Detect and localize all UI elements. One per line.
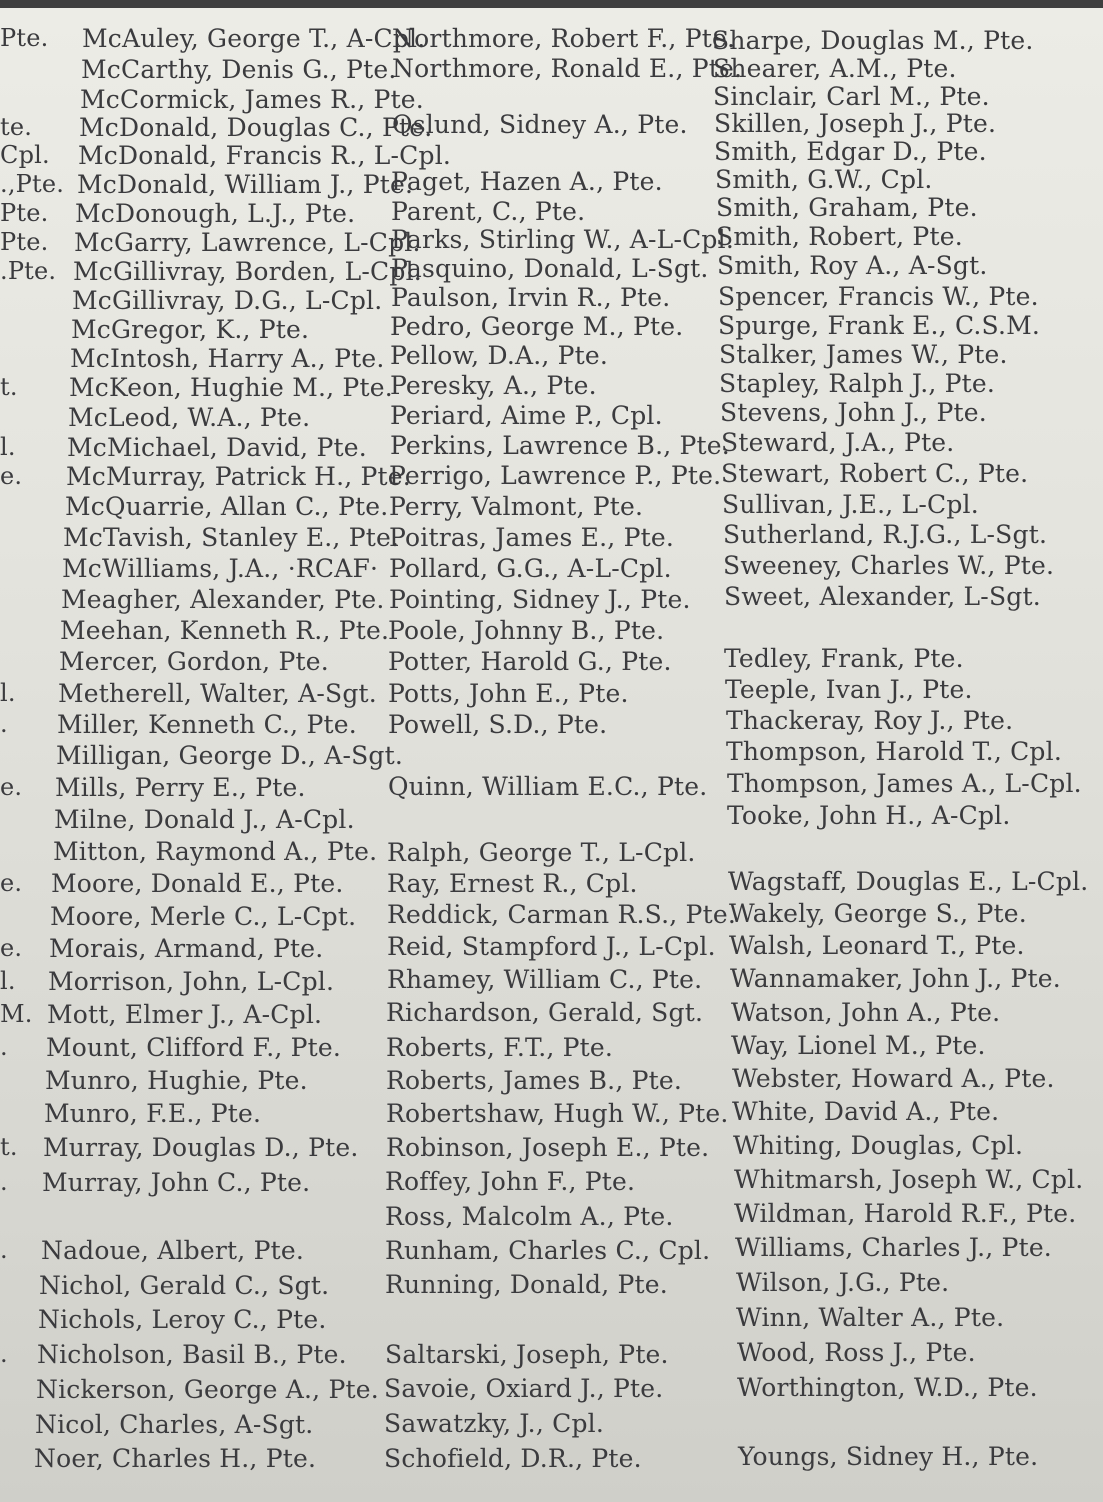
roll-entry: Paget, Hazen A., Pte. [391,167,663,196]
cropped-rank-fragment: l. [0,679,16,707]
cropped-rank-fragment: e. [0,773,23,801]
roll-entry: Teeple, Ivan J., Pte. [725,675,973,704]
roll-entry: Worthington, W.D., Pte. [737,1373,1038,1402]
roll-entry: Poole, Johnny B., Pte. [388,616,665,645]
roll-entry: Watson, John A., Pte. [731,998,1001,1027]
roll-entry: Moore, Donald E., Pte. [51,869,344,898]
roll-entry: Thompson, James A., L-Cpl. [727,769,1082,798]
roll-entry: McCormick, James R., Pte. [80,85,424,114]
roll-entry: McIntosh, Harry A., Pte. [70,344,385,373]
roll-entry: Perry, Valmont, Pte. [389,492,644,521]
roll-entry: Pointing, Sidney J., Pte. [389,585,691,614]
roll-entry: Youngs, Sidney H., Pte. [738,1442,1039,1471]
roll-entry: Schofield, D.R., Pte. [384,1444,642,1473]
roll-entry: Wilson, J.G., Pte. [736,1268,950,1297]
roll-entry: Ray, Ernest R., Cpl. [387,869,638,898]
roll-entry: Reid, Stampford J., L-Cpl. [387,932,716,961]
roll-entry: Skillen, Joseph J., Pte. [714,109,997,138]
cropped-rank-fragment: l. [0,967,16,995]
roll-entry: Richardson, Gerald, Sgt. [386,998,704,1027]
cropped-rank-fragment: t. [0,1133,18,1161]
roll-entry: Saltarski, Joseph, Pte. [385,1340,669,1369]
roll-entry: Spurge, Frank E., C.S.M. [718,311,1041,340]
roll-entry: Robertshaw, Hugh W., Pte. [386,1099,729,1128]
roll-entry: Wannamaker, John J., Pte. [730,964,1061,993]
roll-entry: Rhamey, William C., Pte. [387,965,703,994]
cropped-rank-fragment: . [0,1340,8,1368]
roll-entry: Pasquino, Donald, L-Sgt. [391,254,709,283]
roll-entry: McLeod, W.A., Pte. [68,403,311,432]
roll-entry: Stalker, James W., Pte. [719,340,1008,369]
roll-entry: Williams, Charles J., Pte. [735,1233,1052,1262]
roll-entry: McDonald, William J., Pte. [77,170,414,199]
roll-entry: Nichols, Leroy C., Pte. [38,1305,327,1334]
cropped-rank-fragment: e. [0,462,23,490]
roll-entry: Thackeray, Roy J., Pte. [726,706,1014,735]
roll-entry: McGregor, K., Pte. [71,315,310,344]
roll-entry: Morrison, John, L-Cpl. [48,967,335,996]
cropped-rank-fragment: e. [0,934,23,962]
cropped-rank-fragment: .Pte. [0,257,57,285]
roll-entry: McDonald, Francis R., L-Cpl. [78,141,452,170]
roll-entry: Whiting, Douglas, Cpl. [733,1131,1024,1160]
roll-entry: White, David A., Pte. [732,1097,1000,1126]
roll-entry: Sawatzky, J., Cpl. [384,1409,604,1438]
roll-entry: Perkins, Lawrence B., Pte. [390,431,730,460]
roll-entry: Roberts, James B., Pte. [386,1066,683,1095]
cropped-rank-fragment: Cpl. [0,141,50,169]
roll-entry: McCarthy, Denis G., Pte. [81,55,397,84]
roll-entry: Noer, Charles H., Pte. [34,1444,317,1473]
cropped-rank-fragment: Pte. [0,228,49,256]
roll-entry: Runham, Charles C., Cpl. [385,1236,711,1265]
roll-entry: McDonald, Douglas C., Pte. [79,113,433,142]
roll-entry: Nickerson, George A., Pte. [36,1375,379,1404]
roll-entry: Running, Donald, Pte. [385,1270,668,1299]
roll-entry: Quinn, William E.C., Pte. [388,772,708,801]
cropped-rank-fragment: t. [0,373,18,401]
roll-entry: McQuarrie, Allan C., Pte. [65,492,389,521]
roll-entry: Milligan, George D., A-Sgt. [56,741,404,770]
roll-entry: Walsh, Leonard T., Pte. [729,931,1025,960]
roll-entry: Webster, Howard A., Pte. [732,1064,1055,1093]
cropped-rank-fragment: M. [0,1000,33,1028]
roll-entry: Savoie, Oxiard J., Pte. [384,1374,664,1403]
roll-entry: Metherell, Walter, A-Sgt. [58,679,377,708]
roll-entry: McMurray, Patrick H., Pte. [66,462,411,491]
roll-entry: Way, Lionel M., Pte. [731,1031,986,1060]
roll-entry: Morais, Armand, Pte. [49,934,324,963]
roll-entry: Parks, Stirling W., A-L-Cpl. [391,225,734,254]
roll-entry: Powell, S.D., Pte. [388,710,608,739]
roll-entry: Peresky, A., Pte. [390,371,597,400]
roll-entry: Pollard, G.G., A-L-Cpl. [389,554,672,583]
roll-entry: Wildman, Harold R.F., Pte. [734,1199,1077,1228]
roll-entry: Ralph, George T., L-Cpl. [387,838,696,867]
roll-entry: Pellow, D.A., Pte. [390,341,609,370]
roll-entry: Thompson, Harold T., Cpl. [726,737,1062,766]
roll-entry: Perrigo, Lawrence P., Pte. [389,461,722,490]
roll-entry: Munro, F.E., Pte. [44,1099,262,1128]
roll-entry: Spencer, Francis W., Pte. [718,282,1039,311]
roll-entry: Steward, J.A., Pte. [721,428,955,457]
roll-entry: Mercer, Gordon, Pte. [59,647,329,676]
roll-entry: Smith, G.W., Cpl. [715,165,933,194]
roll-entry: Stevens, John J., Pte. [720,398,987,427]
roll-entry: Mills, Perry E., Pte. [55,773,306,802]
roll-entry: Smith, Edgar D., Pte. [714,137,987,166]
roll-entry: Smith, Roy A., A-Sgt. [717,251,988,280]
roll-entry: Stapley, Ralph J., Pte. [719,369,996,398]
roll-entry: Whitmarsh, Joseph W., Cpl. [734,1165,1084,1194]
cropped-rank-fragment: . [0,710,8,738]
roll-entry: McWilliams, J.A., ·RCAF· [62,554,379,583]
roll-entry: Roffey, John F., Pte. [385,1167,636,1196]
roll-entry: Nicholson, Basil B., Pte. [37,1340,347,1369]
roll-entry: Smith, Graham, Pte. [716,193,978,222]
roll-entry: Reddick, Carman R.S., Pte. [387,900,736,929]
roll-entry: Wagstaff, Douglas E., L-Cpl. [728,867,1089,896]
roll-entry: Mount, Clifford F., Pte. [46,1033,342,1062]
roll-entry: Robinson, Joseph E., Pte. [386,1133,710,1162]
roll-entry: Paulson, Irvin R., Pte. [391,283,671,312]
top-heading-fragment [0,0,1103,8]
roll-entry: Meagher, Alexander, Pte. [61,585,385,614]
roll-entry: Tooke, John H., A-Cpl. [727,801,1011,830]
roll-entry: Northmore, Ronald E., Pte. [392,54,743,83]
roll-entry: Winn, Walter A., Pte. [736,1303,1005,1332]
roll-entry: Wood, Ross J., Pte. [737,1338,976,1367]
roll-entry: Smith, Robert, Pte. [716,222,963,251]
cropped-rank-fragment: e. [0,869,23,897]
roll-entry: Moore, Merle C., L-Cpt. [50,902,357,931]
roll-entry: McTavish, Stanley E., Pte. [63,523,400,552]
cropped-rank-fragment: Pte. [0,24,49,52]
roll-entry: Sweeney, Charles W., Pte. [723,551,1055,580]
roll-entry: Pedro, George M., Pte. [390,312,684,341]
roll-entry: McGillivray, D.G., L-Cpl. [72,286,383,315]
cropped-rank-fragment: . [0,1168,8,1196]
cropped-rank-fragment: te. [0,113,33,141]
cropped-rank-fragment: Pte. [0,199,49,227]
roll-entry: Wakely, George S., Pte. [729,899,1027,928]
cropped-rank-fragment: . [0,1033,8,1061]
roll-entry: Milne, Donald J., A-Cpl. [54,805,355,834]
roll-entry: Nicol, Charles, A-Sgt. [35,1410,314,1439]
roll-entry: Oslund, Sidney A., Pte. [392,110,688,139]
roll-entry: Tedley, Frank, Pte. [724,644,964,673]
roll-entry: Mitton, Raymond A., Pte. [53,837,378,866]
roll-entry: Nichol, Gerald C., Sgt. [39,1271,330,1300]
cropped-rank-fragment: l. [0,433,16,461]
roll-entry: McDonough, L.J., Pte. [75,199,356,228]
cropped-rank-fragment: . [0,1236,8,1264]
roll-entry: Mott, Elmer J., A-Cpl. [47,1000,323,1029]
roll-entry: McAuley, George T., A-Cpl. [82,24,426,53]
roll-entry: Meehan, Kenneth R., Pte. [60,616,390,645]
roll-entry: Northmore, Robert F., Pte. [392,24,736,53]
roll-entry: Potter, Harold G., Pte. [388,647,672,676]
roll-entry: Potts, John E., Pte. [388,679,629,708]
roll-entry: Miller, Kenneth C., Pte. [57,710,357,739]
cropped-rank-fragment: .,Pte. [0,170,65,198]
roll-entry: Nadoue, Albert, Pte. [41,1236,304,1265]
roll-entry: McMichael, David, Pte. [67,433,367,462]
roll-entry: Stewart, Robert C., Pte. [721,459,1029,488]
roll-entry: Parent, C., Pte. [391,197,586,226]
roll-entry: Shearer, A.M., Pte. [713,54,957,83]
roll-entry: Poitras, James E., Pte. [389,523,674,552]
roll-entry: Sharpe, Douglas M., Pte. [712,26,1034,55]
roll-entry: Sullivan, J.E., L-Cpl. [722,490,979,519]
roll-entry: McGillivray, Borden, L-Cpl. [73,257,422,286]
roll-entry: Sweet, Alexander, L-Sgt. [724,582,1041,611]
roll-entry: Munro, Hughie, Pte. [45,1066,308,1095]
roll-entry: Roberts, F.T., Pte. [386,1033,614,1062]
roll-entry: McKeon, Hughie M., Pte. [69,373,393,402]
roll-entry: Sinclair, Carl M., Pte. [713,82,990,111]
roll-entry: Periard, Aime P., Cpl. [390,401,663,430]
roll-entry: Murray, Douglas D., Pte. [43,1133,359,1162]
roll-entry: Ross, Malcolm A., Pte. [385,1202,674,1231]
roll-entry: Sutherland, R.J.G., L-Sgt. [723,520,1048,549]
roll-entry: Murray, John C., Pte. [42,1168,311,1197]
roll-entry: McGarry, Lawrence, L-Cpl. [74,228,421,257]
